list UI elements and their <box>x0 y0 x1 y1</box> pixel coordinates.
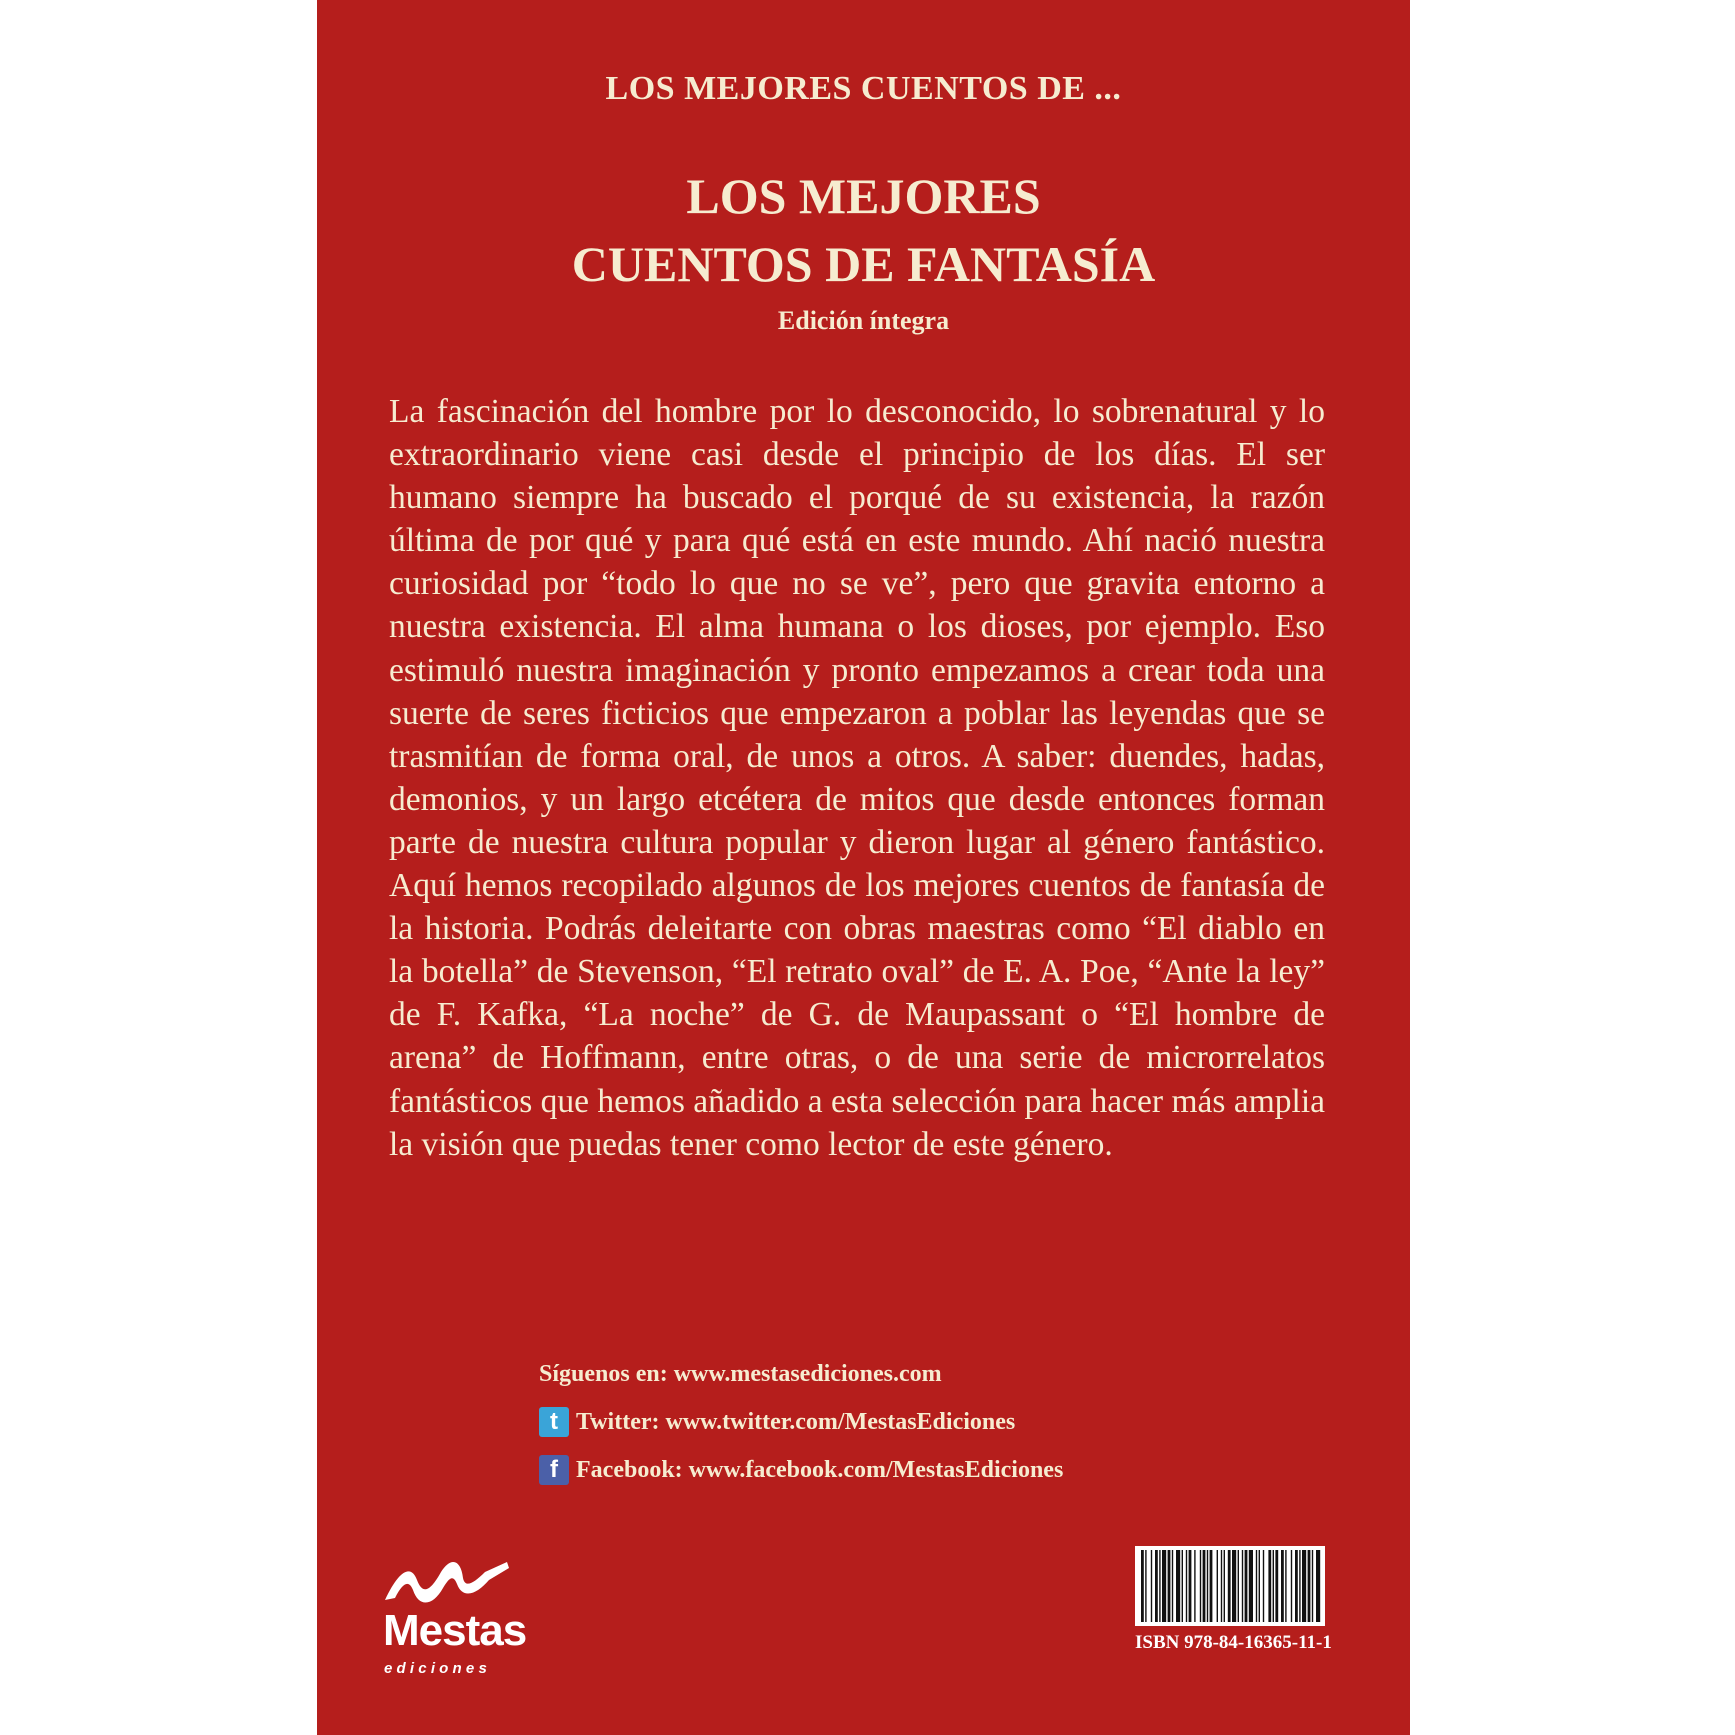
edition-label: Edición íntegra <box>777 306 950 335</box>
twitter-text: Twitter: www.twitter.com/MestasEdiciones <box>576 1409 1016 1435</box>
book-title-line-2: CUENTOS DE FANTASÍA <box>571 236 1156 292</box>
website-line <box>539 1350 1063 1398</box>
publisher-subtitle: ediciones <box>384 1660 491 1677</box>
publisher-logo <box>381 1550 531 1680</box>
series-title: LOS MEJORES CUENTOS DE ... <box>605 70 1122 107</box>
twitter-icon: t <box>539 1407 569 1437</box>
isbn-number: ISBN 978-84-16365-11-1 <box>1135 1632 1332 1653</box>
book-back-cover <box>317 0 1410 1735</box>
book-title-line-1: LOS MEJORES <box>686 168 1041 224</box>
facebook-line <box>539 1446 1063 1494</box>
social-links <box>539 1350 1063 1494</box>
facebook-icon: f <box>539 1455 569 1485</box>
publisher-name: Mestas <box>383 1606 527 1655</box>
facebook-text: Facebook: www.facebook.com/MestasEdiciones <box>576 1457 1064 1483</box>
barcode-block <box>1135 1546 1332 1656</box>
website-text: Síguenos en: www.mestasediciones.com <box>539 1361 942 1387</box>
publisher-logo-mark-icon <box>381 1550 531 1610</box>
blurb-text: La fascinación del hombre por lo desconocido, lo sobrenatural y lo extraordinario viene casi desde el principio de los días. El ser humano siempre ha buscado el porqué de su existencia, la razón última de por qué y para qué está en este mundo. Ahí nació nuestra curiosidad por “todo lo que no se ve”, pero que gravita entorno a nuestra existencia. El alma humana o los dioses, por ejemplo. Eso estimuló nuestra imaginación y pronto empezamos a crear toda una suerte de seres ficticios que empezaron a poblar las leyendas que se trasmitían de forma oral, de unos a otros. A saber: duendes, hadas, demonios, y un largo etcétera de mitos que desde entonces forman parte de nuestra cultura popular y dieron lugar al género fantástico. Aquí hemos recopilado algunos de los mejores cuentos de fantasía de la historia. Podrás deleitarte con obras maestras como “El diablo en la botella” de Stevenson, “El retrato oval” de E. A. Poe, “Ante la ley” de F. Kafka, “La noche” de G. de Maupassant o “El hombre de arena” de Hoffmann, entre otras, o de una serie de microrrelatos fantásticos que hemos añadido a esta selección para hacer más amplia la visión que puedas tener como lector de este género. <box>389 393 1325 1163</box>
barcode-icon <box>1135 1546 1325 1626</box>
twitter-line <box>539 1398 1063 1446</box>
book-title <box>317 162 1410 298</box>
